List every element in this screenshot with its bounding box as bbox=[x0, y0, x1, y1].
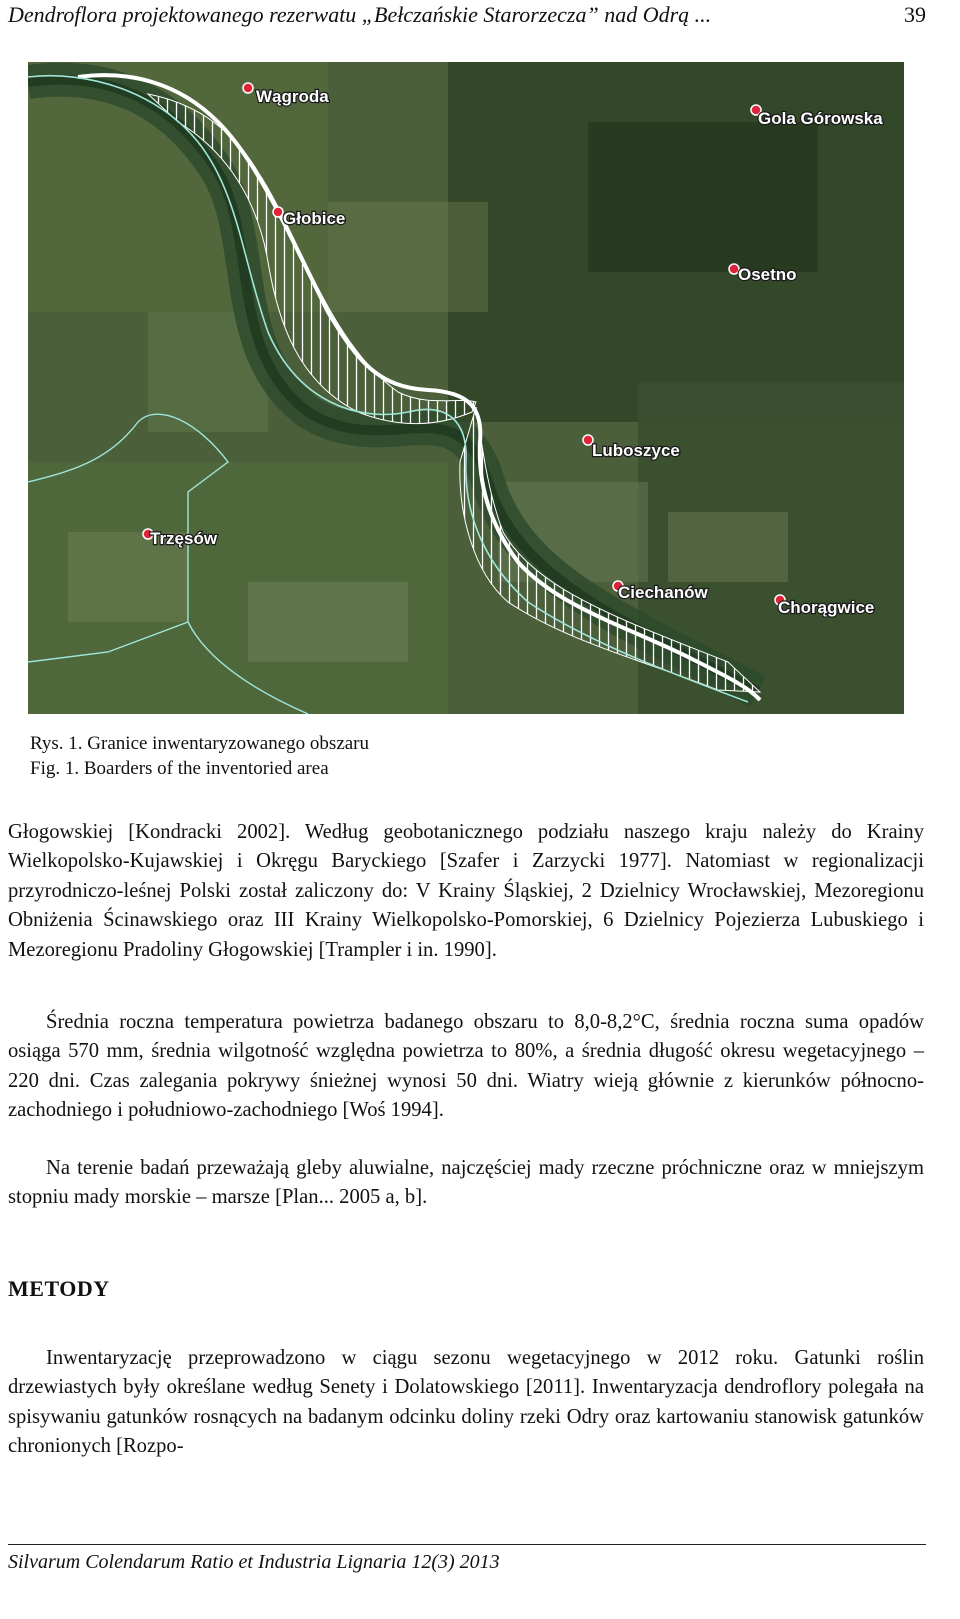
paragraph-region: Głogowskiej [Kondracki 2002]. Według geobotanicznego podziału naszego kraju należy do Krainy Wielkopolsko-Kujawskiej i Okręgu Baryckiego [Szafer i Zarzycki 1977]. Natomiast w regionalizacji przyrodniczo-leśnej Polski został zaliczony do: V Krainy Śląskiej, 2 Dzielnicy Wrocławskiej, Mezoregionu Obniżenia Ścinawskiego oraz III Krainy Wielkopolsko-Pomorskiej, 6 Dzielnicy Pojezierza Lubuskiego i Mezoregionu Pradoliny Głogowskiej [Trampler i in. 1990]. bbox=[8, 821, 924, 961]
place-label: Chorągwice bbox=[778, 598, 875, 617]
place-marker-gola-gorowska bbox=[751, 105, 883, 128]
place-label: Głobice bbox=[283, 209, 346, 228]
paragraph-soils: Na terenie badań przeważają gleby aluwialne, najczęściej mady rzeczne próchniczne oraz w mniejszym stopniu mady morskie – marsze [Plan... 2005 a, b]. bbox=[8, 1157, 924, 1209]
place-marker-trzesow bbox=[143, 529, 218, 548]
place-label: Luboszyce bbox=[592, 441, 680, 460]
map-svg bbox=[28, 62, 904, 714]
place-marker-ciechanow bbox=[613, 581, 709, 602]
running-head bbox=[8, 0, 926, 30]
place-marker-choragwice bbox=[775, 595, 874, 617]
place-label: Ciechanów bbox=[618, 583, 708, 602]
paragraph-methods: Inwentaryzację przeprowadzono w ciągu sezonu wegetacyjnego w 2012 roku. Gatunki roślin drzewiastych były określane według Senety i Dolatowskiego [2011]. Inwentaryzacja dendroflory polegała na spisywaniu gatunków rosnących na badanym odcinku doliny rzeki Odry oraz kartowaniu stanowisk gatunków chronionych [Rozpo- bbox=[8, 1347, 924, 1458]
journal-footer: Silvarum Colendarum Ratio et Industria Lignaria 12(3) 2013 bbox=[8, 1551, 500, 1573]
page-number: 39 bbox=[904, 2, 926, 27]
footer-rule bbox=[8, 1544, 926, 1545]
place-marker-osetno bbox=[729, 264, 797, 284]
place-label: Trzęsów bbox=[150, 529, 218, 548]
satellite-map bbox=[28, 62, 904, 714]
running-head-title: Dendroflora projektowanego rezerwatu „Bełczańskie Starorzecza” nad Odrą ... bbox=[8, 2, 712, 27]
place-label: Osetno bbox=[738, 265, 797, 284]
place-label: Gola Górowska bbox=[758, 109, 883, 128]
figure-caption-en: Fig. 1. Boarders of the inventoried area bbox=[30, 758, 329, 779]
place-label: Wągroda bbox=[256, 87, 329, 106]
paragraph-climate: Średnia roczna temperatura powietrza badanego obszaru to 8,0-8,2°C, średnia roczna suma opadów osiąga 570 mm, średnia wilgotność względna powietrza to 80%, a średnia długość okresu wegetacyjnego – 220 dni. Czas zalegania pokrywy śnieżnej wynosi 50 dni. Wiatry wieją głównie z kierunków północno-zachodniego i południowo-zachodniego [Woś 1994]. bbox=[8, 1011, 924, 1122]
section-heading: METODY bbox=[8, 1276, 110, 1301]
figure-caption-pl: Rys. 1. Granice inwentaryzowanego obszaru bbox=[30, 733, 370, 754]
place-marker-globice bbox=[273, 207, 345, 228]
place-marker-wagroda bbox=[243, 83, 329, 106]
